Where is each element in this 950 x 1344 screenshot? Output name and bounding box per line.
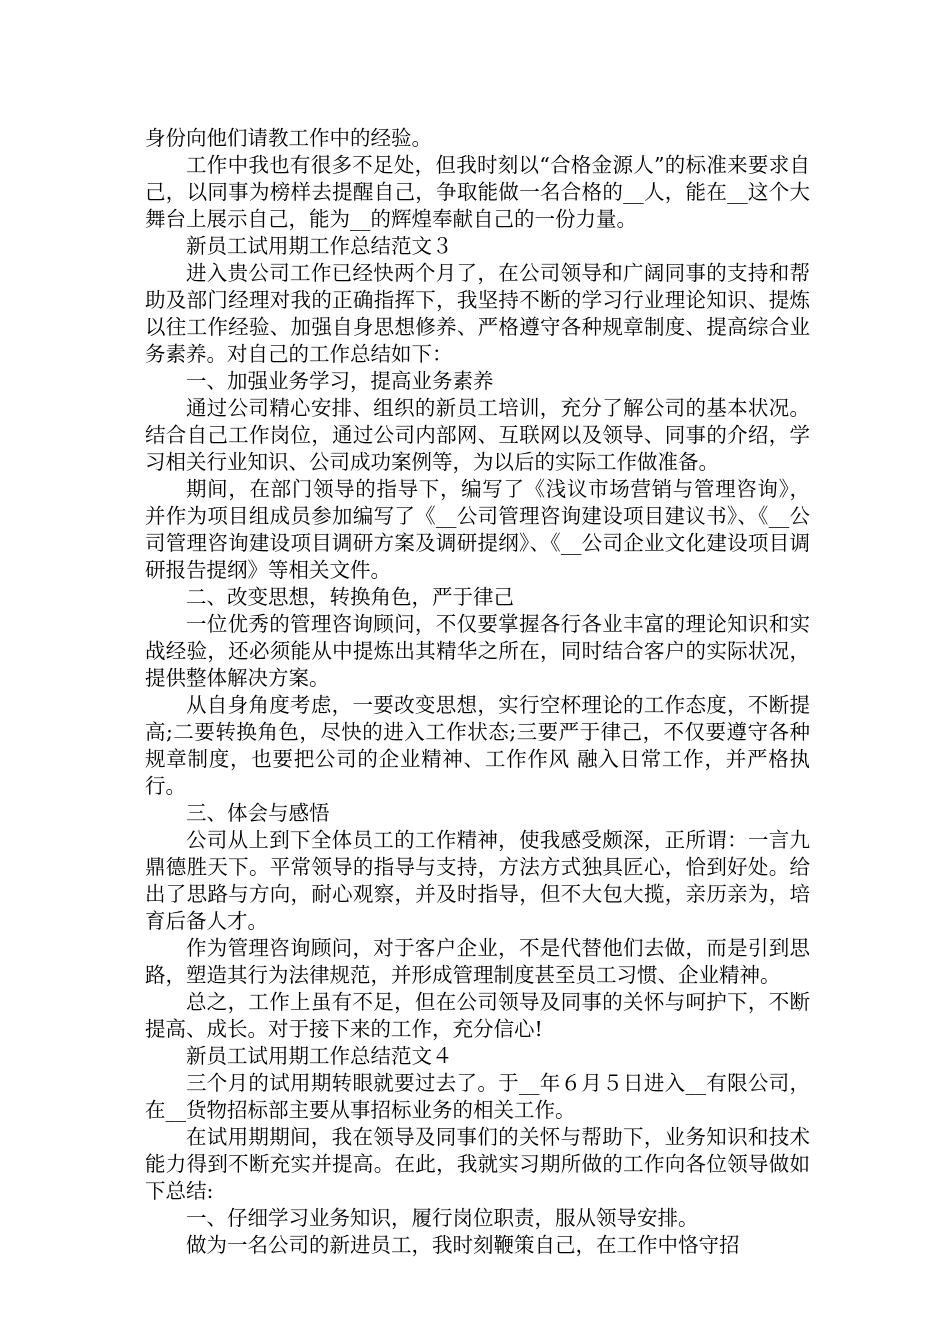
subsection-heading: 三、体会与感悟 <box>186 801 330 825</box>
subsection-heading: 一、加强业务学习，提高业务素养 <box>186 369 494 393</box>
paragraph: 在试用期期间，我在领导及同事们的关怀与帮助下，业务知识和技术能力得到不断充实并提高。在此，我就实习期所做的工作向各位领导做如下总结: <box>145 1125 810 1203</box>
paragraph: 三个月的试用期转眼就要过去了。于__年６月５日进入__有限公司，在__货物招标部主要从事招标业务的相关工作。 <box>145 1071 810 1122</box>
paragraph: 从自身角度考虑，一要改变思想，实行空杯理论的工作态度，不断提高;二要转换角色，尽快的进入工作状态;三要严于律己，不仅要遵守各种规章制度，也要把公司的企业精神、工作作风 融入日常工作，并严格执行。 <box>145 693 810 798</box>
paragraph: 期间，在部门领导的指导下，编写了《浅议市场营销与管理咨询》，并作为项目组成员参加编写了《__公司管理咨询建设项目建议书》、《__公司管理咨询建设项目调研方案及调研提纲》、《__公司企业文化建设项目调研报告提纲》等相关文件。 <box>145 477 810 582</box>
subsection-heading: 二、改变思想，转换角色，严于律己 <box>186 585 514 609</box>
paragraph: 做为一名公司的新进员工，我时刻鞭策自己，在工作中恪守招 <box>186 1233 740 1257</box>
paragraph: 总之，工作上虽有不足，但在公司领导及同事的关怀与呵护下，不断提高、成长。对于接下来的工作，充分信心! <box>145 990 810 1041</box>
section-heading: 新员工试用期工作总结范文３ <box>186 234 453 258</box>
paragraph: 公司从上到下全体员工的工作精神，使我感受颇深，正所谓：一言九鼎德胜天下。平常领导的指导与支持，方法方式独具匠心，恰到好处。给出了思路与方向，耐心观察，并及时指导，但不大包大揽，亲历亲为，培育后备人才。 <box>145 828 810 933</box>
paragraph: 通过公司精心安排、组织的新员工培训，充分了解公司的基本状况。结合自己工作岗位，通过公司内部网、互联网以及领导、同事的介绍，学习相关行业知识、公司成功案例等，为以后的实际工作做准备。 <box>145 396 810 474</box>
paragraph: 作为管理咨询顾问，对于客户企业，不是代替他们去做，而是引到思路，塑造其行为法律规范，并形成管理制度甚至员工习惯、企业精神。 <box>145 936 810 987</box>
paragraph: 工作中我也有很多不足处，但我时刻以“合格金源人”的标准来要求自己，以同事为榜样去提醒自己，争取能做一名合格的__人，能在__这个大舞台上展示自己，能为__的辉煌奉献自己的一份力量。 <box>145 153 810 231</box>
paragraph: 一位优秀的管理咨询顾问，不仅要掌握各行各业丰富的理论知识和实战经验，还必须能从中提炼出其精华之所在，同时结合客户的实际状况，提供整体解决方案。 <box>145 612 810 690</box>
section-heading: 新员工试用期工作总结范文４ <box>186 1044 453 1068</box>
paragraph: 进入贵公司工作已经快两个月了，在公司领导和广阔同事的支持和帮助及部门经理对我的正确指挥下，我坚持不断的学习行业理论知识、提炼以往工作经验、加强自身思想修养、严格遵守各种规章制度、提高综合业务素养。对自己的工作总结如下： <box>145 261 810 366</box>
paragraph: 身份向他们请教工作中的经验。 <box>145 126 432 150</box>
document-body <box>145 125 810 1259</box>
subsection-heading: 一、仔细学习业务知识，履行岗位职责，服从领导安排。 <box>186 1206 699 1230</box>
